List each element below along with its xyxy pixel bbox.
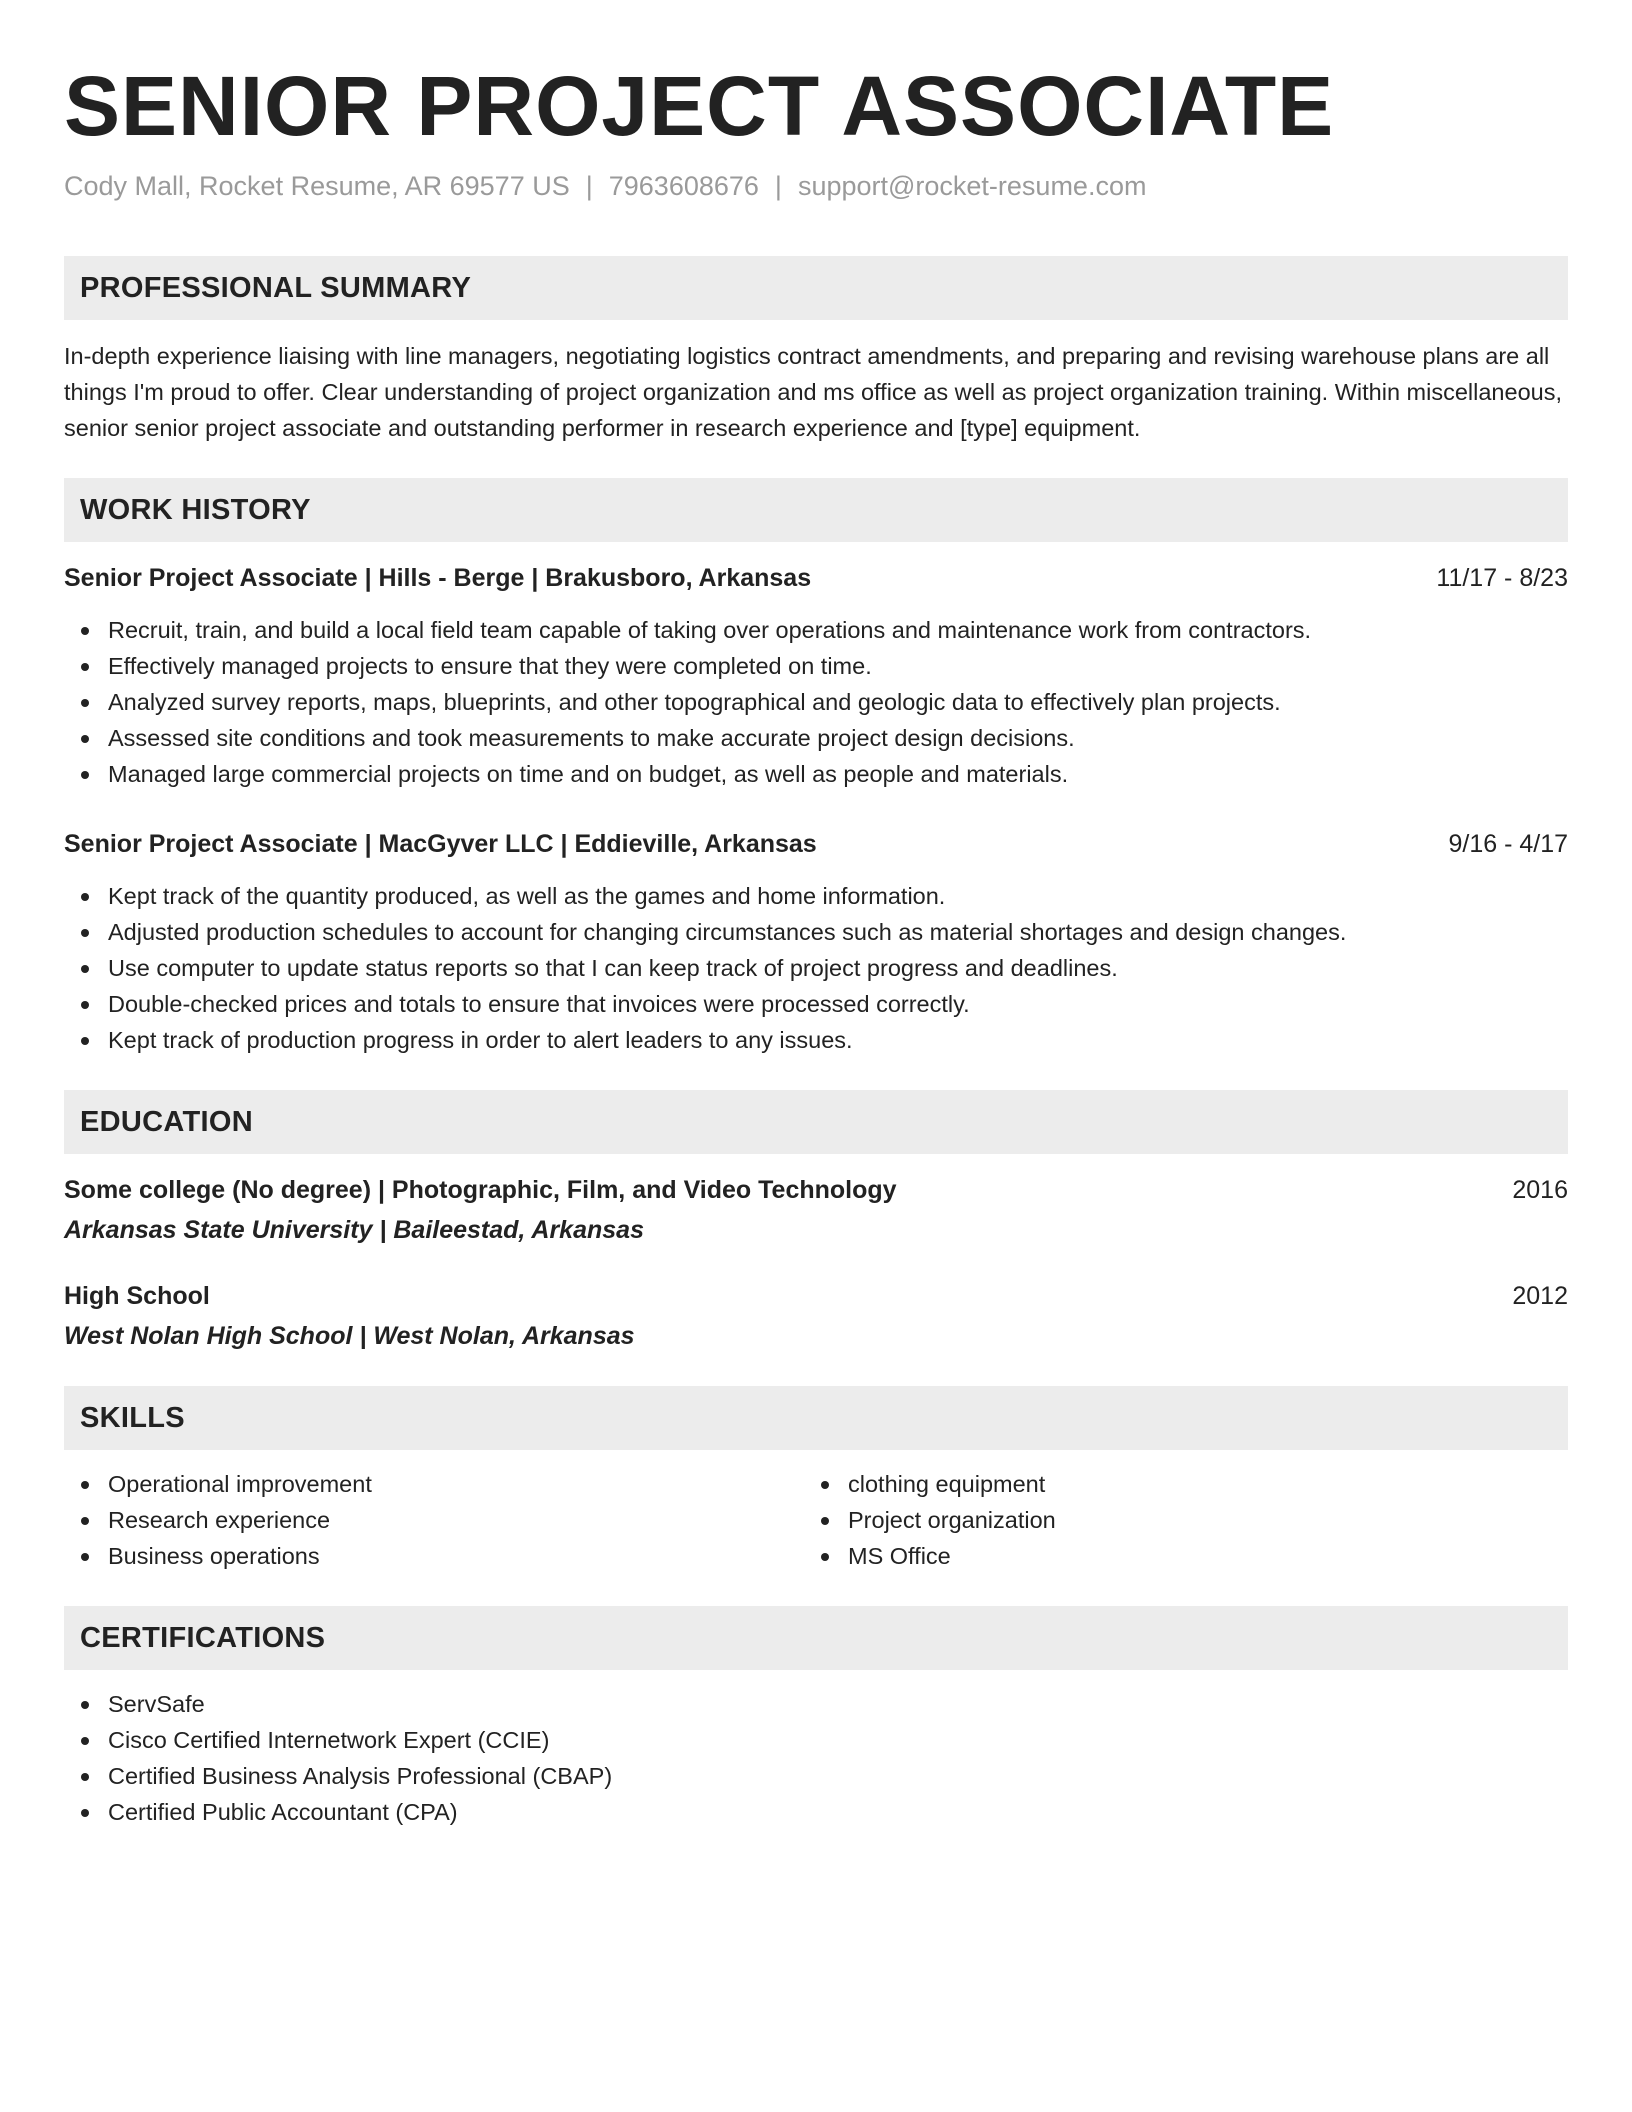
skills-column-right (804, 1466, 1544, 1574)
certifications-list (64, 1686, 1568, 1830)
list-item: Project organization (804, 1502, 1544, 1538)
education-year: 2012 (1512, 1282, 1568, 1310)
education-entry (64, 1278, 1568, 1354)
list-item: Research experience (64, 1502, 804, 1538)
section-heading-education: EDUCATION (64, 1090, 1568, 1154)
list-item: Business operations (64, 1538, 804, 1574)
education-entry (64, 1172, 1568, 1248)
list-item: Operational improvement (64, 1466, 804, 1502)
list-item: Certified Public Accountant (CPA) (64, 1794, 1568, 1830)
list-item: Effectively managed projects to ensure that they were completed on time. (64, 648, 1568, 684)
list-item: MS Office (804, 1538, 1544, 1574)
section-heading-skills: SKILLS (64, 1386, 1568, 1450)
contact-phone: 7963608676 (608, 171, 759, 201)
resume-name: SENIOR PROJECT ASSOCIATE (64, 59, 1335, 153)
contact-address: Cody Mall, Rocket Resume, AR 69577 US (64, 171, 570, 201)
contact-email: support@rocket-resume.com (797, 171, 1147, 201)
list-item: Assessed site conditions and took measurements to make accurate project design decisions. (64, 720, 1568, 756)
list-item: Kept track of the quantity produced, as well as the games and home information. (64, 878, 1568, 914)
education-degree: Some college (No degree) | Photographic, Film, and Video Technology (64, 1176, 897, 1204)
job-title: Senior Project Associate | Hills - Berge | Brakusboro, Arkansas (64, 564, 812, 592)
job-entry (64, 826, 1568, 1058)
list-item: ServSafe (64, 1686, 1568, 1722)
skills-grid (64, 1466, 1568, 1574)
list-item: Use computer to update status reports so that I can keep track of project progress and deadlines. (64, 950, 1568, 986)
job-bullets (64, 612, 1568, 792)
job-header (64, 826, 1568, 862)
summary-text: In-depth experience liaising with line managers, negotiating logistics contract amendments, and preparing and revising warehouse plans are all things I'm proud to offer. Clear understanding of project organization and ms office as well as project organization training. Within miscellaneous, senior senior project associate and outstanding performer in research experience and [type] equipment. (64, 343, 1562, 441)
skills-column-left (64, 1466, 804, 1574)
list-item: Double-checked prices and totals to ensure that invoices were processed correctly. (64, 986, 1568, 1022)
education-degree: High School (64, 1282, 210, 1310)
education-header (64, 1172, 1568, 1208)
job-header (64, 560, 1568, 596)
job-title: Senior Project Associate | MacGyver LLC | Eddieville, Arkansas (64, 830, 817, 858)
job-bullets (64, 878, 1568, 1058)
education-school: Arkansas State University | Baileestad, Arkansas (64, 1216, 644, 1244)
job-dates: 11/17 - 8/23 (1436, 564, 1568, 592)
list-item: Recruit, train, and build a local field team capable of taking over operations and maintenance work from contractors. (64, 612, 1568, 648)
education-year: 2016 (1512, 1176, 1568, 1204)
list-item: Analyzed survey reports, maps, blueprints, and other topographical and geologic data to effectively plan projects. (64, 684, 1568, 720)
contact-separator: | (774, 171, 782, 201)
list-item: Kept track of production progress in order to alert leaders to any issues. (64, 1022, 1568, 1058)
list-item: clothing equipment (804, 1466, 1544, 1502)
job-entry (64, 560, 1568, 792)
list-item: Cisco Certified Internetwork Expert (CCIE) (64, 1722, 1568, 1758)
section-heading-certifications: CERTIFICATIONS (64, 1606, 1568, 1670)
list-item: Certified Business Analysis Professional (CBAP) (64, 1758, 1568, 1794)
contact-line (64, 168, 1568, 204)
contact-separator: | (585, 171, 593, 201)
list-item: Managed large commercial projects on time and on budget, as well as people and materials. (64, 756, 1568, 792)
education-school: West Nolan High School | West Nolan, Arkansas (64, 1322, 635, 1350)
section-heading-work-history: WORK HISTORY (64, 478, 1568, 542)
job-dates: 9/16 - 4/17 (1448, 830, 1568, 858)
education-header (64, 1278, 1568, 1314)
section-heading-summary: PROFESSIONAL SUMMARY (64, 256, 1568, 320)
list-item: Adjusted production schedules to account for changing circumstances such as material shortages and design changes. (64, 914, 1568, 950)
